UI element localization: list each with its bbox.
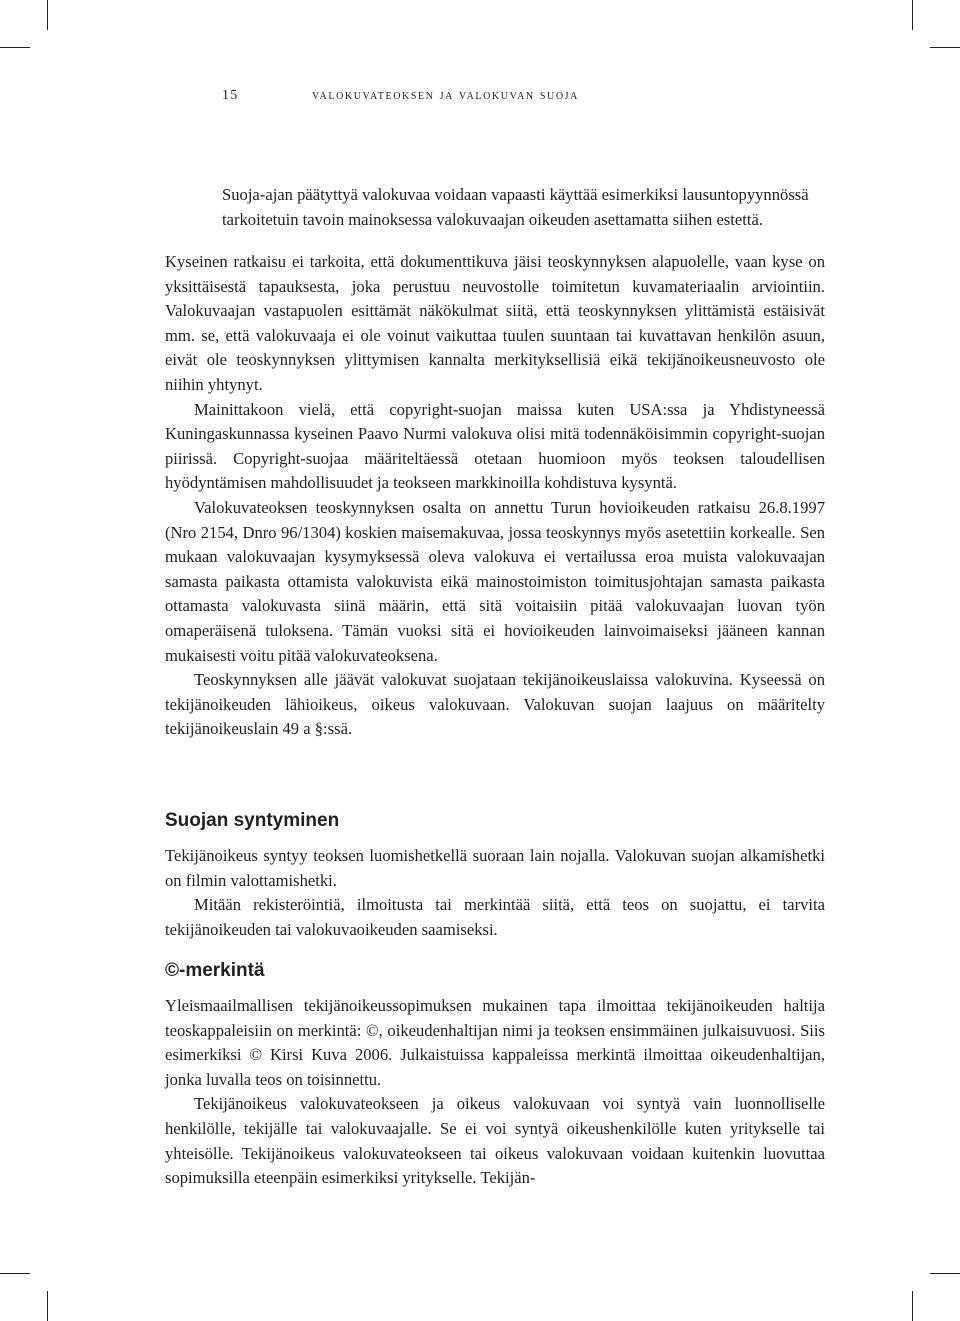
quote-text: Suoja-ajan päätyttyä valokuvaa voidaan vapaasti käyttää esimerkiksi lausuntopyynnössä tarkoitetuin tavoin mainoksessa valokuvaajan oikeuden asettamatta siihen estettä. xyxy=(222,185,809,229)
crop-mark xyxy=(47,1291,48,1321)
paragraph: Mainittakoon vielä, että copyright-suojan maissa kuten USA:ssa ja Yhdistyneessä Kuningaskunnassa kyseinen Paavo Nurmi valokuva olisi mitä todennäköisimmin copyright-suojan piirissä. Copyright-suojaa määriteltäessä otetaan huomioon myös teoksen taloudellisen hyödyntämisen mahdollisuudet ja teokseen markkinoilla kohdistuva kysyntä. xyxy=(165,399,825,493)
paragraph: Tekijänoikeus syntyy teoksen luomishetkellä suoraan lain nojalla. Valokuvan suojan alkamishetki on filmin valottamishetki. xyxy=(165,846,825,890)
block-quote xyxy=(222,183,822,232)
running-head xyxy=(222,88,862,104)
crop-mark xyxy=(912,0,913,30)
body-text xyxy=(165,250,825,742)
crop-mark xyxy=(930,1273,960,1274)
crop-mark xyxy=(0,1273,30,1274)
section-heading: Suojan syntyminen xyxy=(165,810,340,831)
paragraph: Teoskynnyksen alle jäävät valokuvat suojataan tekijänoikeuslaissa valokuvina. Kyseessä on tekijänoikeuden lähioikeus, oikeus valokuvaan. Valokuvan suojan laajuus on määritelty tekijänoikeuslain 49 a §:ssä. xyxy=(165,670,825,739)
section-body xyxy=(165,844,825,942)
section-heading: ©-merkintä xyxy=(165,960,265,981)
paragraph: Tekijänoikeus valokuvateokseen ja oikeus valokuvaan voi syntyä vain luonnolliselle henkilölle, tekijälle tai valokuvaajalle. Se ei voi syntyä oikeushenkilölle kuten yritykselle tai yhteisölle. Tekijänoikeus valokuvateokseen tai oikeus valokuvaan voidaan kuitenkin luovuttaa sopimuksilla eteenpäin esimerkiksi yritykselle. Tekijän- xyxy=(165,1094,825,1188)
paragraph: Yleismaailmallisen tekijänoikeussopimuksen mukainen tapa ilmoittaa tekijänoikeuden haltija teoskappaleisiin on merkintä: ©, oikeudenhaltijan nimi ja teoksen ensimmäinen julkaisuvuosi. Siis esimerkiksi © Kirsi Kuva 2006. Julkaistuissa kappaleissa merkintä ilmoittaa oikeudenhaltijan, jonka luvalla teos on toisinnettu. xyxy=(165,996,825,1089)
page-number: 15 xyxy=(222,88,239,103)
section-body xyxy=(165,994,825,1191)
crop-mark xyxy=(912,1291,913,1321)
paragraph: Mitään rekisteröintiä, ilmoitusta tai merkintää siitä, että teos on suojattu, ei tarvita tekijänoikeuden tai valokuvaoikeuden saamiseksi. xyxy=(165,895,825,939)
crop-mark xyxy=(0,47,30,48)
crop-mark xyxy=(930,47,960,48)
paragraph: Valokuvateoksen teoskynnyksen osalta on annettu Turun hovioikeuden ratkaisu 26.8.1997 (Nro 2154, Dnro 96/1304) koskien maisemakuvaa, jossa teoskynnys myös asetettiin korkealle. Sen mukaan valokuvaajan kysymyksessä oleva valokuva ei vertailussa eroa muista valokuvaajan samasta paikasta ottamista valokuvista eikä mainostoimiston toimitusjohtajan samasta paikasta ottamasta valokuvasta siinä määrin, että sitä voitaisiin pitää valokuvaajan luovan työn omaperäisenä tuloksena. Tämän vuoksi sitä ei hovioikeuden lainvoimaiseksi jääneen kannan mukaisesti voitu pitää valokuvateoksena. xyxy=(165,497,825,665)
crop-mark xyxy=(47,0,48,30)
running-title: valokuvateoksen ja valokuvan suoja xyxy=(312,88,579,103)
paragraph: Kyseinen ratkaisu ei tarkoita, että dokumenttikuva jäisi teoskynnyksen alapuolelle, vaan kyse on yksittäisestä tapauksesta, joka perustuu neuvostolle toimitetun kuvamateriaalin arviointiin. Valokuvaajan vastapuolen esittämät näkökulmat siitä, että teoskynnyksen ylittämistä estäisivät mm. se, että valokuvaaja ei ole voinut vaikuttaa tuulen suuntaan tai kuvattavan henkilön asuun, eivät ole teoskynnyksen ylittymisen kannalta merkityksellisiä eikä tekijänoikeusneuvosto ole niihin yhtynyt. xyxy=(165,252,825,394)
